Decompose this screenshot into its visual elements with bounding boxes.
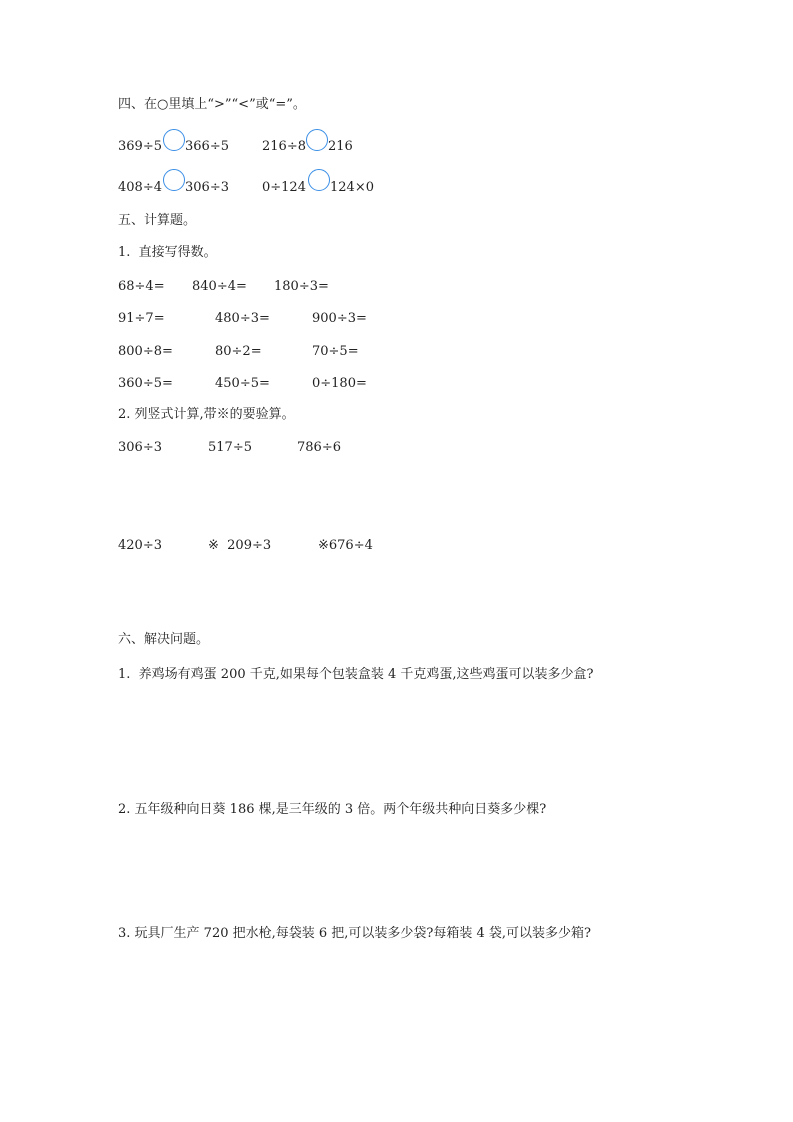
word-problem: 3. 玩具厂生产 720 把水枪,每袋装 6 把,可以装多少袋?每箱装 4 袋,可以装多少箱? <box>118 926 592 941</box>
section5-title: 五、计算题。 <box>118 213 197 228</box>
compare-right-expr: 306÷3 <box>185 180 229 195</box>
calc-item: 91÷7= <box>118 311 165 326</box>
compare-circle-blank[interactable] <box>163 169 185 191</box>
calc-item: 180÷3= <box>274 279 329 294</box>
calc-item: 0÷180= <box>312 376 367 391</box>
vertical-calc-item: ※ 209÷3 <box>208 538 272 553</box>
calc-item: 70÷5= <box>312 344 359 359</box>
compare-circle-blank[interactable] <box>306 129 328 151</box>
section4-title: 四、在○里填上“>”“<”或“=”。 <box>118 97 306 112</box>
compare-right-expr: 366÷5 <box>185 139 229 154</box>
compare-circle-blank[interactable] <box>308 169 330 191</box>
calc-item: 800÷8= <box>118 344 173 359</box>
calc-item: 450÷5= <box>215 376 270 391</box>
word-problem: 2. 五年级种向日葵 186 棵,是三年级的 3 倍。两个年级共种向日葵多少棵? <box>118 802 547 817</box>
compare-left-expr: 408÷4 <box>118 180 162 195</box>
q1-title: 1. 直接写得数。 <box>118 245 217 260</box>
vertical-calc-item: 517÷5 <box>208 440 252 455</box>
calc-item: 360÷5= <box>118 376 173 391</box>
q2-title: 2. 列竖式计算,带※的要验算。 <box>118 407 295 422</box>
vertical-calc-item: 786÷6 <box>297 440 341 455</box>
compare-circle-blank[interactable] <box>163 129 185 151</box>
calc-item: 480÷3= <box>215 311 270 326</box>
word-problem: 1. 养鸡场有鸡蛋 200 千克,如果每个包装盒装 4 千克鸡蛋,这些鸡蛋可以装多少盒? <box>118 667 594 682</box>
compare-left-expr: 369÷5 <box>118 139 162 154</box>
vertical-calc-item: ※676÷4 <box>318 538 373 553</box>
calc-item: 80÷2= <box>215 344 262 359</box>
calc-item: 68÷4= <box>118 279 165 294</box>
calc-item: 900÷3= <box>312 311 367 326</box>
vertical-calc-item: 420÷3 <box>118 538 162 553</box>
compare-right-expr: 124×0 <box>330 180 374 195</box>
compare-left-expr: 0÷124 <box>262 180 306 195</box>
section6-title: 六、解决问题。 <box>118 632 210 647</box>
compare-left-expr: 216÷8 <box>262 139 306 154</box>
compare-right-expr: 216 <box>328 139 353 154</box>
calc-item: 840÷4= <box>192 279 247 294</box>
vertical-calc-item: 306÷3 <box>118 440 162 455</box>
